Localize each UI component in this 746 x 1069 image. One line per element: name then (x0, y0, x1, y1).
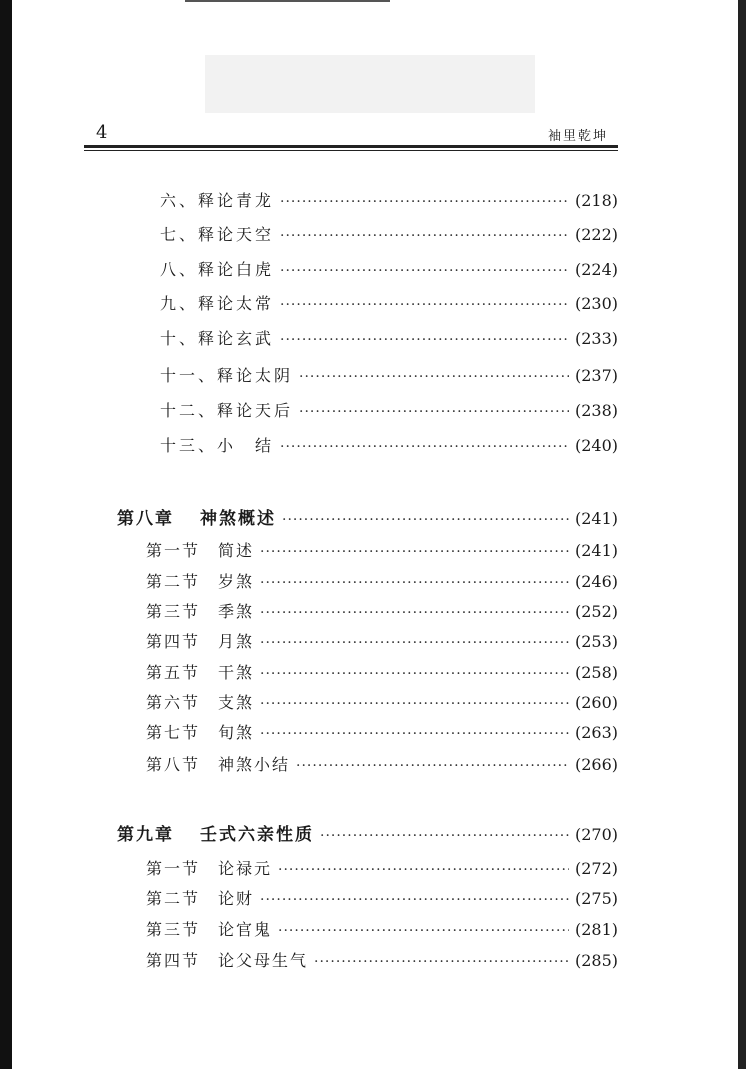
leader-dots (278, 923, 569, 939)
leader-dots (314, 954, 569, 970)
leader-dots (280, 263, 569, 279)
toc-entry (160, 257, 618, 280)
chapter-number: 第九章 (117, 825, 174, 845)
section-title: 月煞 (218, 632, 255, 651)
section-number: 第八节 (146, 755, 201, 774)
section-title: 干煞 (218, 663, 255, 682)
section-title: 论父母生气 (218, 951, 309, 970)
section-title: 岁煞 (218, 572, 255, 591)
toc-entry (146, 569, 618, 592)
section-page: (266) (574, 755, 618, 774)
section-number: 第二节 (146, 889, 201, 908)
leader-dots (278, 862, 569, 878)
section-page: (272) (574, 859, 618, 878)
toc-entry (146, 917, 618, 940)
toc-entry-title: 十一、释论太阴 (160, 366, 294, 385)
toc-entry-page: (222) (574, 225, 618, 244)
toc-entry-title: 九、释论太常 (160, 294, 275, 313)
toc-entry (146, 752, 618, 775)
leader-dots (260, 544, 569, 560)
toc-entry (160, 188, 618, 211)
section-page: (252) (574, 602, 618, 621)
toc-entry (146, 690, 618, 713)
toc-entry-page: (218) (574, 191, 618, 210)
leader-dots (260, 892, 569, 908)
section-title: 论财 (218, 889, 255, 908)
leader-dots (296, 758, 569, 774)
scan-smudge (205, 55, 535, 113)
section-number: 第四节 (146, 632, 201, 651)
toc-entry-page: (240) (574, 436, 618, 455)
section-title: 支煞 (218, 693, 255, 712)
chapter-9-heading (117, 820, 618, 845)
section-number: 第三节 (146, 920, 201, 939)
section-page: (275) (574, 889, 618, 908)
scan-edge-left (0, 0, 12, 1069)
section-number: 第一节 (146, 859, 201, 878)
section-page: (281) (574, 920, 618, 939)
section-page: (246) (574, 572, 618, 591)
running-title: 袖里乾坤 (547, 129, 608, 144)
section-title: 旬煞 (218, 723, 255, 742)
leader-dots (280, 297, 569, 313)
scan-top-line (185, 0, 390, 2)
toc-entry (146, 629, 618, 652)
section-page: (241) (574, 541, 618, 560)
leader-dots (280, 228, 569, 244)
section-number: 第一节 (146, 541, 201, 560)
toc-entry (146, 886, 618, 909)
leader-dots (260, 575, 569, 591)
section-page: (260) (574, 693, 618, 712)
section-number: 第四节 (146, 951, 201, 970)
toc-entry-title: 七、释论天空 (160, 225, 275, 244)
section-number: 第二节 (146, 572, 201, 591)
section-number: 第七节 (146, 723, 201, 742)
leader-dots (260, 635, 569, 651)
chapter-title: 神煞概述 (200, 509, 276, 529)
toc-entry (160, 363, 618, 386)
toc-entry-page: (237) (574, 366, 618, 385)
toc-entry-page: (238) (574, 401, 618, 420)
section-page: (258) (574, 663, 618, 682)
section-title: 论禄元 (218, 859, 273, 878)
section-title: 简述 (218, 541, 255, 560)
leader-dots (282, 512, 569, 528)
toc-entry (146, 599, 618, 622)
toc-entry (146, 948, 618, 971)
section-number: 第三节 (146, 602, 201, 621)
toc-entry (146, 856, 618, 879)
section-page: (285) (574, 951, 618, 970)
leader-dots (280, 332, 569, 348)
toc-entry-page: (230) (574, 294, 618, 313)
chapter-number: 第八章 (117, 509, 174, 529)
toc-entry-title: 八、释论白虎 (160, 260, 275, 279)
chapter-title: 壬式六亲性质 (200, 825, 314, 845)
leader-dots (280, 439, 569, 455)
toc-entry-title: 十三、小 结 (160, 436, 275, 455)
toc-entry (160, 222, 618, 245)
toc-entry (146, 720, 618, 743)
leader-dots (280, 194, 569, 210)
toc-entry (160, 326, 618, 349)
toc-entry-title: 六、释论青龙 (160, 191, 275, 210)
toc-entry (146, 660, 618, 683)
toc-entry (160, 433, 618, 456)
section-page: (253) (574, 632, 618, 651)
section-title: 论官鬼 (218, 920, 273, 939)
toc-entry-page: (224) (574, 260, 618, 279)
toc-entry-page: (233) (574, 329, 618, 348)
chapter-page: (241) (574, 509, 618, 528)
header-rule-thin (84, 150, 618, 151)
page-number: 4 (96, 122, 108, 143)
toc-entry (146, 538, 618, 561)
section-number: 第五节 (146, 663, 201, 682)
leader-dots (260, 666, 569, 682)
leader-dots (299, 404, 569, 420)
leader-dots (260, 696, 569, 712)
leader-dots (320, 828, 569, 844)
leader-dots (260, 726, 569, 742)
section-page: (263) (574, 723, 618, 742)
header-rule-thick (84, 145, 618, 148)
scan-edge-right (738, 0, 746, 1069)
chapter-8-heading (117, 504, 618, 529)
leader-dots (260, 605, 569, 621)
toc-entry (160, 398, 618, 421)
section-title: 季煞 (218, 602, 255, 621)
toc-entry-title: 十二、释论天后 (160, 401, 294, 420)
section-number: 第六节 (146, 693, 201, 712)
chapter-page: (270) (574, 825, 618, 844)
toc-entry-title: 十、释论玄武 (160, 329, 275, 348)
section-title: 神煞小结 (218, 755, 291, 774)
toc-entry (160, 291, 618, 314)
leader-dots (299, 369, 569, 385)
